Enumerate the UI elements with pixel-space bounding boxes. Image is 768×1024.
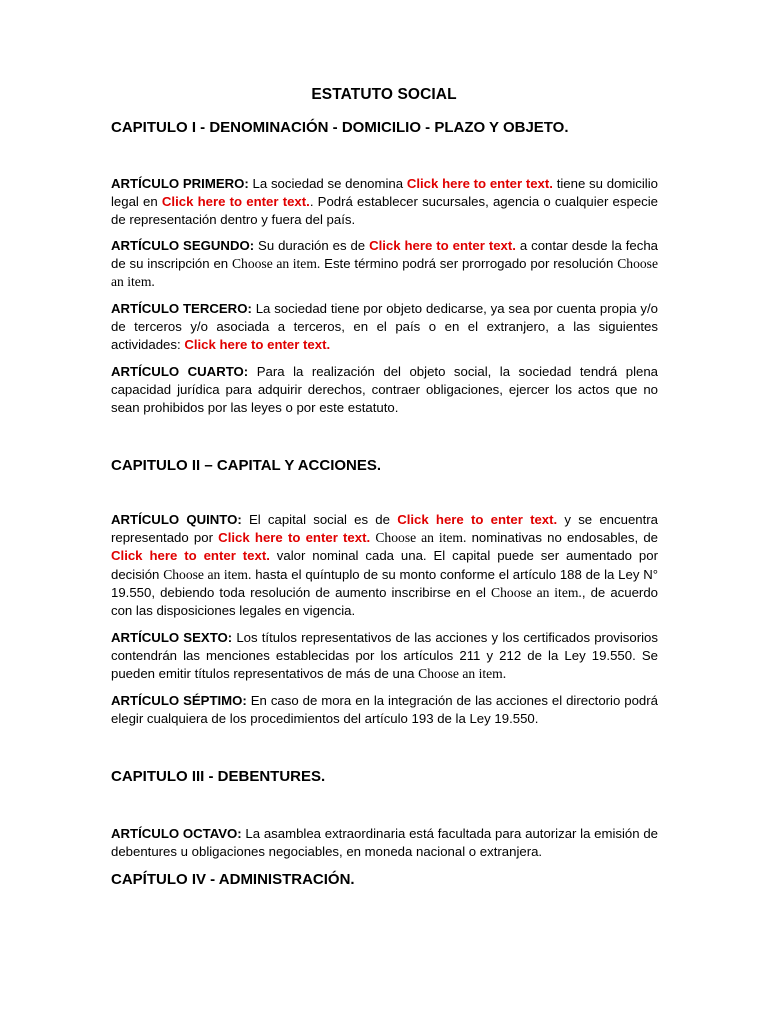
- article-text: La sociedad tiene por objeto dedicarse, ya sea por cuenta propia y/o de terceros y/o asociada a terceros, en el país o en el extranjero, a las siguientes actividades:: [111, 301, 658, 353]
- article-segundo: [111, 237, 658, 292]
- choose-item-field[interactable]: Choose an item.: [111, 256, 658, 290]
- text-placeholder-field[interactable]: Click here to enter text.: [406, 176, 553, 191]
- text-placeholder-field[interactable]: Click here to enter text.: [218, 530, 371, 546]
- article-primero: [111, 175, 658, 230]
- article-sexto: [111, 629, 658, 684]
- article-octavo: [111, 825, 658, 861]
- article-text: Para la realización del objeto social, la sociedad tendrá plena capacidad jurídica para adquirir derechos, contraer obligaciones, ejercer los actos que no sean prohibidos por las leyes o por este estatuto.: [111, 364, 659, 416]
- choose-item-field[interactable]: Choose an item.: [375, 530, 467, 546]
- choose-item-field[interactable]: Choose an item.: [418, 666, 507, 682]
- text-placeholder-field[interactable]: Click here to enter text.: [184, 337, 331, 353]
- article-text: . Podrá establecer sucursales, agencia o cualquier especie de representación dentro y fuera del país.: [111, 194, 659, 228]
- article-label: ARTÍCULO TERCERO:: [111, 301, 252, 316]
- text-placeholder-field[interactable]: Click here to enter text.: [397, 512, 558, 527]
- article-text: a contar desde la fecha de su inscripción en: [111, 238, 658, 272]
- article-text: , de acuerdo con las disposiciones legales en vigencia.: [111, 584, 658, 619]
- article-text: En caso de mora en la integración de las acciones el directorio podrá elegir cualquiera de los procedimientos del artículo 193 de la Ley 19.550.: [111, 693, 658, 727]
- article-label: ARTÍCULO SÉPTIMO:: [111, 693, 247, 708]
- chapter-4-heading: CAPÍTULO IV - ADMINISTRACIÓN.: [111, 871, 355, 888]
- chapter-1-heading: CAPITULO I - DENOMINACIÓN - DOMICILIO - PLAZO Y OBJETO.: [111, 119, 569, 136]
- article-label: ARTÍCULO SEGUNDO:: [111, 238, 255, 253]
- article-label: ARTÍCULO PRIMERO:: [111, 176, 249, 191]
- article-tercero: [111, 300, 658, 355]
- article-quinto: [111, 511, 658, 620]
- choose-item-field[interactable]: Choose an item.: [163, 566, 252, 582]
- article-text: Su duración es de: [254, 238, 370, 253]
- article-cuarto: [111, 363, 658, 418]
- article-text: tiene su domicilio legal en: [111, 176, 658, 210]
- text-placeholder-field[interactable]: Click here to enter text.: [369, 238, 516, 253]
- choose-item-field[interactable]: Choose an item.: [231, 256, 321, 272]
- document-title: ESTATUTO SOCIAL: [311, 86, 457, 103]
- text-placeholder-field[interactable]: Click here to enter text.: [161, 194, 310, 210]
- text-placeholder-field[interactable]: Click here to enter text.: [111, 548, 270, 564]
- choose-item-field[interactable]: Choose an item.: [491, 584, 582, 600]
- article-label: ARTÍCULO CUARTO:: [111, 364, 249, 379]
- article-text: El capital social es de: [241, 512, 398, 527]
- chapter-3-heading: CAPITULO III - DEBENTURES.: [111, 768, 326, 785]
- article-text: valor nominal cada una. El capital puede ser aumentado por decisión: [111, 548, 658, 582]
- article-text: La sociedad se denomina: [248, 176, 407, 191]
- article-label: ARTÍCULO OCTAVO:: [111, 826, 242, 841]
- article-text: La asamblea extraordinaria está facultada para autorizar la emisión de debentures u obligaciones negociables, en moneda nacional o extranjera.: [111, 826, 658, 860]
- article-text: hasta el quíntuplo de su monto conforme el artículo 188 de la Ley N° 19.550, debiendo toda resolución de aumento inscribirse en el: [111, 566, 659, 600]
- article-label: ARTÍCULO QUINTO:: [111, 512, 242, 527]
- article-text: y se encuentra representado por: [111, 512, 658, 546]
- article-text: Los títulos representativos de las acciones y los certificados provisorios contendrán las menciones establecidas por los artículos 211 y 212 de la Ley 19.550. Se pueden emitir títulos representativos de más de una: [111, 630, 658, 682]
- article-text: Este término podrá ser prorrogado por resolución: [320, 256, 618, 272]
- chapter-2-heading: CAPITULO II – CAPITAL Y ACCIONES.: [111, 457, 382, 474]
- article-label: ARTÍCULO SEXTO:: [111, 630, 233, 645]
- article-text: nominativas no endosables, de: [466, 530, 659, 546]
- article-septimo: [111, 692, 658, 728]
